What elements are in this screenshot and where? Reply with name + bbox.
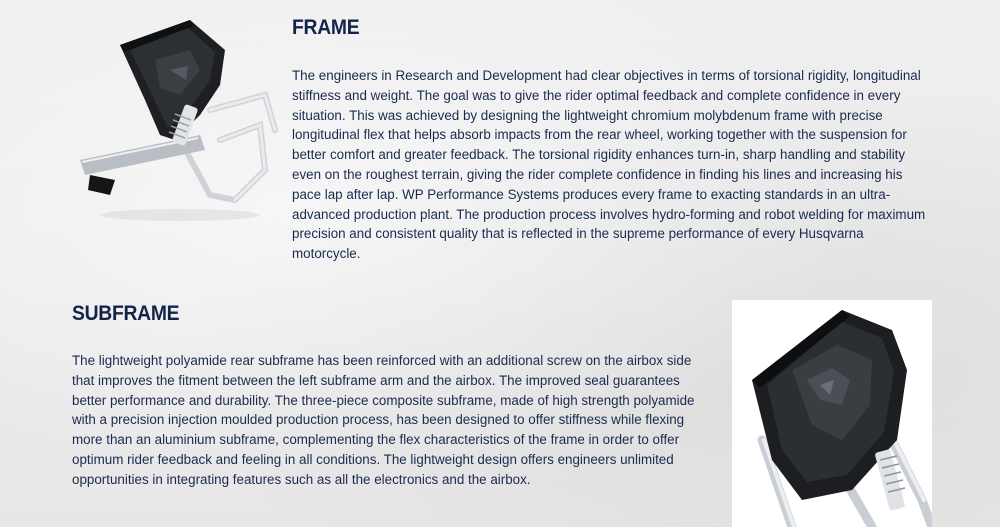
frame-illustration-graphic	[60, 10, 285, 225]
frame-description: The engineers in Research and Development had clear objectives in terms of torsional rigidity, longitudinal stiffness and weight. The goal was to give the rider optimal feedback and complete confidence in every situation. This was achieved by designing the lightweight chromium molybdenum frame with precise longitudinal flex that helps absorb impacts from the rear wheel, working together with the suspension for better comfort and greater feedback. The torsional rigidity enhances turn-in, sharp handling and stability even on the roughest terrain, giving the rider complete confidence in finding his lines and increasing his pace lap after lap. WP Performance Systems produces every frame to exacting standards in an ultra-advanced production plant. The production process involves hydro-forming and robot welding for maximum precision and consistent quality that is reflected in the supreme performance of every Husqvarna motorcycle.	[292, 68, 926, 262]
subframe-photo	[732, 300, 932, 527]
subframe-description: The lightweight polyamide rear subframe has been reinforced with an additional screw on the airbox side that improves the fitment between the left subframe arm and the airbox. The improved seal guarantees better performance and durability. The three-piece composite subframe, made of high strength polyamide with a precision injection moulded production process, has been designed to offer stiffness while flexing more than an aluminium subframe, complementing the flex characteristics of the frame in order to offer optimum rider feedback and feeling in all conditions. The lightweight design offers engineers unlimited opportunities in integrating features such as all the electronics and the airbox.	[72, 353, 695, 487]
frame-heading: FRAME	[292, 16, 360, 39]
subframe-photo-graphic	[732, 300, 932, 527]
subframe-heading: SUBFRAME	[72, 302, 180, 325]
frame-illustration	[60, 10, 285, 225]
